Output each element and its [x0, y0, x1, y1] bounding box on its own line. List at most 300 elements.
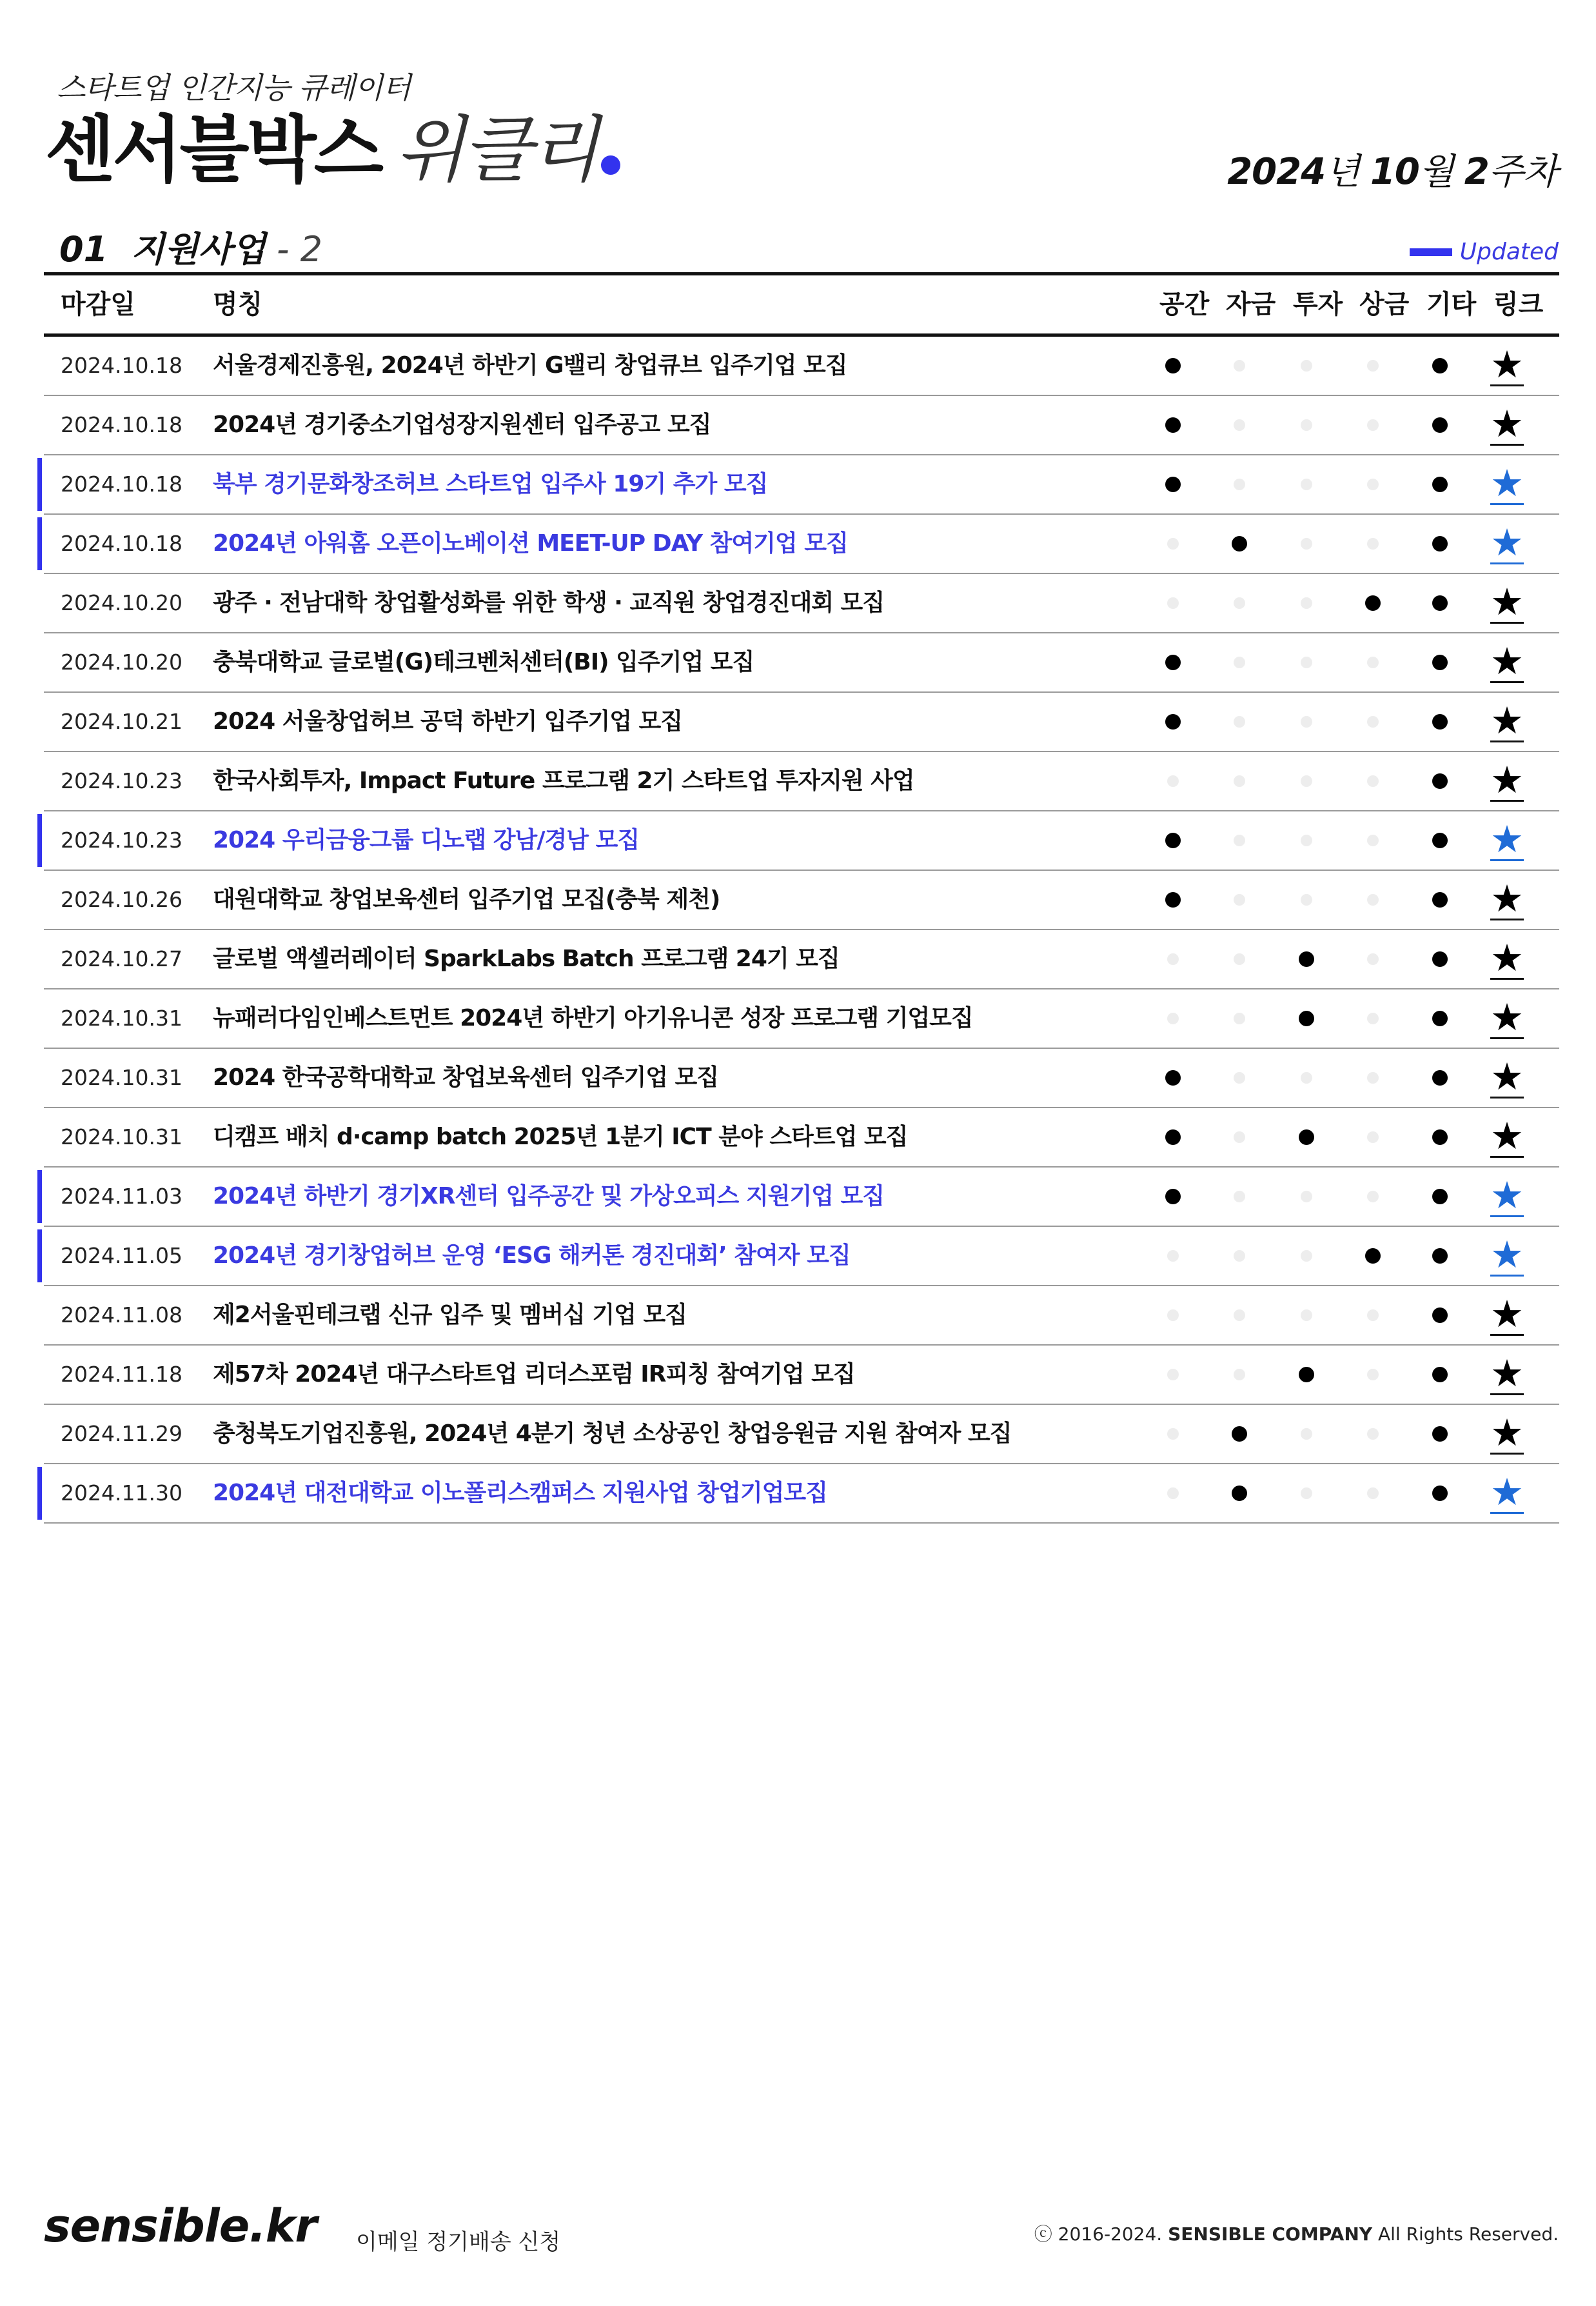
empty-dot-icon [1367, 1487, 1379, 1499]
row-other-indicator [1411, 1464, 1469, 1522]
filled-dot-icon [1432, 773, 1448, 789]
row-link-button[interactable] [1478, 455, 1536, 513]
program-table [44, 272, 1559, 1524]
issue-week-unit: 주차 [1488, 151, 1557, 193]
filled-dot-icon [1299, 1011, 1314, 1026]
table-row [44, 752, 1559, 811]
filled-dot-icon [1432, 655, 1448, 670]
row-prize-indicator [1344, 633, 1402, 691]
star-icon: ★ [1490, 876, 1524, 920]
empty-dot-icon [1367, 360, 1379, 372]
filled-dot-icon [1165, 892, 1181, 908]
row-title: 2024년 경기중소기업성장지원센터 입주공고 모집 [213, 412, 711, 438]
row-title: 충북대학교 글로벌(G)테크벤처센터(BI) 입주기업 모집 [213, 649, 754, 675]
empty-dot-icon [1234, 657, 1245, 668]
row-funding-indicator [1210, 633, 1268, 691]
brand-title [45, 108, 620, 192]
row-investment-indicator [1277, 515, 1335, 573]
row-space-indicator [1144, 1049, 1202, 1107]
filled-dot-icon [1432, 1307, 1448, 1323]
row-funding-indicator [1210, 752, 1268, 810]
row-space-indicator [1144, 1346, 1202, 1404]
empty-dot-icon [1367, 716, 1379, 728]
table-body [44, 337, 1559, 1524]
row-funding-indicator [1210, 989, 1268, 1048]
empty-dot-icon [1301, 1191, 1312, 1202]
row-title: 한국사회투자, Impact Future 프로그램 2기 스타트업 투자지원 사업 [213, 768, 914, 794]
row-link-button[interactable] [1478, 337, 1536, 395]
col-deadline: 마감일 [61, 290, 135, 319]
row-prize-indicator [1344, 337, 1402, 395]
updated-label: Updated [1459, 239, 1559, 265]
row-link-button[interactable] [1478, 1464, 1536, 1522]
row-link-button[interactable] [1478, 1108, 1536, 1166]
row-funding-indicator [1210, 1227, 1268, 1285]
row-link-button[interactable] [1478, 930, 1536, 988]
star-icon: ★ [1490, 1410, 1524, 1455]
filled-dot-icon [1432, 358, 1448, 373]
empty-dot-icon [1167, 1250, 1179, 1262]
row-space-indicator [1144, 396, 1202, 454]
empty-dot-icon [1301, 775, 1312, 787]
row-space-indicator [1144, 515, 1202, 573]
issue-month: 10 [1370, 151, 1419, 193]
filled-dot-icon [1432, 714, 1448, 730]
col-prize: 상금 [1359, 290, 1410, 319]
row-link-button[interactable] [1478, 752, 1536, 810]
section-name: 지원사업 [131, 229, 266, 270]
row-link-button[interactable] [1478, 1346, 1536, 1404]
row-prize-indicator [1344, 396, 1402, 454]
star-icon: ★ [1490, 1054, 1524, 1098]
row-link-button[interactable] [1478, 989, 1536, 1048]
row-investment-indicator [1277, 396, 1335, 454]
empty-dot-icon [1367, 479, 1379, 490]
row-prize-indicator [1344, 1286, 1402, 1344]
row-title: 충청북도기업진흥원, 2024년 4분기 청년 소상공인 창업응원금 지원 참여자 모집 [213, 1420, 1012, 1447]
table-row [44, 515, 1559, 574]
updated-bar-icon [1410, 248, 1452, 256]
empty-dot-icon [1234, 775, 1245, 787]
empty-dot-icon [1234, 597, 1245, 609]
empty-dot-icon [1301, 1428, 1312, 1440]
row-funding-indicator [1210, 1405, 1268, 1463]
row-deadline: 2024.10.21 [61, 709, 182, 734]
row-title: 광주 · 전남대학 창업활성화를 위한 학생 · 교직원 창업경진대회 모집 [213, 590, 885, 616]
row-other-indicator [1411, 871, 1469, 929]
row-investment-indicator [1277, 1464, 1335, 1522]
empty-dot-icon [1234, 716, 1245, 728]
filled-dot-icon [1432, 595, 1448, 611]
table-row [44, 1346, 1559, 1405]
col-investment: 투자 [1293, 290, 1343, 319]
filled-dot-icon [1165, 417, 1181, 433]
row-other-indicator [1411, 574, 1469, 632]
row-investment-indicator [1277, 693, 1335, 751]
row-deadline: 2024.10.31 [61, 1065, 182, 1090]
filled-dot-icon [1432, 1129, 1448, 1145]
empty-dot-icon [1234, 1072, 1245, 1084]
header-subtitle: 스타트업 인간지능 큐레이터 [57, 70, 411, 105]
empty-dot-icon [1234, 360, 1245, 372]
filled-dot-icon [1432, 1426, 1448, 1442]
row-other-indicator [1411, 811, 1469, 870]
row-other-indicator [1411, 1168, 1469, 1226]
empty-dot-icon [1301, 894, 1312, 906]
star-icon: ★ [1490, 1291, 1524, 1336]
col-funding: 자금 [1226, 290, 1276, 319]
empty-dot-icon [1301, 360, 1312, 372]
row-funding-indicator [1210, 871, 1268, 929]
row-deadline: 2024.11.08 [61, 1302, 182, 1327]
star-icon: ★ [1490, 520, 1524, 564]
filled-dot-icon [1432, 833, 1448, 848]
row-space-indicator [1144, 1227, 1202, 1285]
table-row [44, 930, 1559, 989]
empty-dot-icon [1367, 1131, 1379, 1143]
filled-dot-icon [1299, 951, 1314, 967]
star-icon: ★ [1490, 1113, 1524, 1158]
row-link-button[interactable] [1478, 633, 1536, 691]
row-space-indicator [1144, 989, 1202, 1048]
star-icon: ★ [1490, 1351, 1524, 1395]
row-title: 2024 우리금융그룹 디노랩 강남/경남 모집 [213, 827, 640, 853]
row-space-indicator [1144, 752, 1202, 810]
row-other-indicator [1411, 752, 1469, 810]
row-deadline: 2024.11.03 [61, 1184, 182, 1209]
empty-dot-icon [1301, 1072, 1312, 1084]
row-title: 북부 경기문화창조허브 스타트업 입주사 19기 추가 모집 [213, 471, 768, 497]
empty-dot-icon [1167, 1309, 1179, 1321]
filled-dot-icon [1432, 1189, 1448, 1204]
row-title: 뉴패러다임인베스트먼트 2024년 하반기 아기유니콘 성장 프로그램 기업모집 [213, 1005, 973, 1031]
row-space-indicator [1144, 574, 1202, 632]
filled-dot-icon [1432, 417, 1448, 433]
issue-date [1227, 143, 1557, 195]
row-other-indicator [1411, 515, 1469, 573]
star-icon: ★ [1490, 698, 1524, 742]
footer-logo[interactable]: sensible.kr [44, 2200, 317, 2252]
row-space-indicator [1144, 871, 1202, 929]
star-icon: ★ [1490, 401, 1524, 446]
empty-dot-icon [1367, 953, 1379, 965]
row-investment-indicator [1277, 871, 1335, 929]
filled-dot-icon [1432, 892, 1448, 908]
row-link-button[interactable] [1478, 811, 1536, 870]
row-deadline: 2024.10.26 [61, 887, 182, 912]
row-investment-indicator [1277, 930, 1335, 988]
filled-dot-icon [1432, 1070, 1448, 1086]
table-row [44, 633, 1559, 693]
row-prize-indicator [1344, 930, 1402, 988]
col-link: 링크 [1493, 290, 1544, 319]
table-row [44, 989, 1559, 1049]
empty-dot-icon [1234, 835, 1245, 846]
row-other-indicator [1411, 396, 1469, 454]
empty-dot-icon [1301, 1309, 1312, 1321]
row-other-indicator [1411, 1049, 1469, 1107]
filled-dot-icon [1432, 1011, 1448, 1026]
star-icon: ★ [1490, 935, 1524, 980]
row-funding-indicator [1210, 337, 1268, 395]
row-prize-indicator [1344, 1227, 1402, 1285]
table-row [44, 396, 1559, 455]
table-row [44, 455, 1559, 515]
row-funding-indicator [1210, 455, 1268, 513]
row-prize-indicator [1344, 574, 1402, 632]
star-icon: ★ [1490, 639, 1524, 683]
table-row [44, 574, 1559, 633]
empty-dot-icon [1234, 1309, 1245, 1321]
row-prize-indicator [1344, 752, 1402, 810]
row-title: 디캠프 배치 d·camp batch 2025년 1분기 ICT 분야 스타트업 모집 [213, 1124, 908, 1150]
filled-dot-icon [1165, 655, 1181, 670]
copyright-company: SENSIBLE COMPANY [1168, 2223, 1373, 2245]
row-deadline: 2024.11.05 [61, 1243, 182, 1268]
empty-dot-icon [1301, 597, 1312, 609]
empty-dot-icon [1367, 1013, 1379, 1024]
empty-dot-icon [1167, 538, 1179, 550]
row-deadline: 2024.10.31 [61, 1006, 182, 1031]
row-investment-indicator [1277, 1108, 1335, 1166]
row-title: 2024 한국공학대학교 창업보육센터 입주기업 모집 [213, 1064, 719, 1091]
table-row [44, 811, 1559, 871]
row-link-button[interactable] [1478, 1405, 1536, 1463]
row-deadline: 2024.10.18 [61, 472, 182, 497]
row-other-indicator [1411, 1227, 1469, 1285]
row-funding-indicator [1210, 396, 1268, 454]
filled-dot-icon [1232, 1486, 1247, 1501]
filled-dot-icon [1432, 477, 1448, 492]
empty-dot-icon [1167, 1487, 1179, 1499]
filled-dot-icon [1432, 1486, 1448, 1501]
filled-dot-icon [1432, 951, 1448, 967]
row-link-button[interactable] [1478, 693, 1536, 751]
table-row [44, 1227, 1559, 1286]
row-funding-indicator [1210, 811, 1268, 870]
issue-year: 2024 [1227, 151, 1326, 193]
empty-dot-icon [1367, 894, 1379, 906]
empty-dot-icon [1367, 835, 1379, 846]
row-link-button[interactable] [1478, 1227, 1536, 1285]
row-deadline: 2024.11.30 [61, 1480, 182, 1506]
row-funding-indicator [1210, 1168, 1268, 1226]
star-icon: ★ [1490, 342, 1524, 386]
filled-dot-icon [1365, 1248, 1381, 1264]
row-prize-indicator [1344, 1464, 1402, 1522]
issue-month-unit: 월 [1419, 151, 1454, 193]
row-link-button[interactable] [1478, 1049, 1536, 1107]
row-space-indicator [1144, 455, 1202, 513]
row-space-indicator [1144, 1168, 1202, 1226]
row-investment-indicator [1277, 811, 1335, 870]
row-space-indicator [1144, 1286, 1202, 1344]
row-investment-indicator [1277, 1346, 1335, 1404]
row-title: 제57차 2024년 대구스타트업 리더스포럼 IR피칭 참여기업 모집 [213, 1361, 855, 1387]
section-number: 01 [59, 229, 108, 270]
row-funding-indicator [1210, 1286, 1268, 1344]
empty-dot-icon [1167, 1013, 1179, 1024]
row-funding-indicator [1210, 1108, 1268, 1166]
row-deadline: 2024.10.18 [61, 412, 182, 437]
empty-dot-icon [1367, 1428, 1379, 1440]
row-other-indicator [1411, 930, 1469, 988]
row-funding-indicator [1210, 1464, 1268, 1522]
filled-dot-icon [1165, 1189, 1181, 1204]
row-funding-indicator [1210, 930, 1268, 988]
star-icon: ★ [1490, 1469, 1524, 1514]
empty-dot-icon [1367, 657, 1379, 668]
row-link-button[interactable] [1478, 871, 1536, 929]
row-investment-indicator [1277, 1286, 1335, 1344]
table-row [44, 1405, 1559, 1464]
row-title: 대원대학교 창업보육센터 입주기업 모집(충북 제천) [213, 886, 720, 913]
row-other-indicator [1411, 693, 1469, 751]
filled-dot-icon [1165, 1129, 1181, 1145]
row-deadline: 2024.10.20 [61, 590, 182, 615]
empty-dot-icon [1367, 1072, 1379, 1084]
row-prize-indicator [1344, 1049, 1402, 1107]
row-space-indicator [1144, 337, 1202, 395]
row-link-button[interactable] [1478, 1168, 1536, 1226]
row-deadline: 2024.10.20 [61, 650, 182, 675]
row-space-indicator [1144, 1405, 1202, 1463]
col-name: 명칭 [213, 290, 263, 319]
filled-dot-icon [1165, 477, 1181, 492]
row-prize-indicator [1344, 455, 1402, 513]
row-deadline: 2024.10.27 [61, 946, 182, 971]
copyright [1034, 2220, 1559, 2246]
row-other-indicator [1411, 1286, 1469, 1344]
copyright-rights: All Rights Reserved. [1377, 2223, 1559, 2245]
filled-dot-icon [1165, 358, 1181, 373]
filled-dot-icon [1232, 1426, 1247, 1442]
row-link-button[interactable] [1478, 574, 1536, 632]
empty-dot-icon [1367, 1369, 1379, 1380]
empty-dot-icon [1367, 775, 1379, 787]
row-investment-indicator [1277, 1168, 1335, 1226]
subscribe-link[interactable]: 이메일 정기배송 신청 [356, 2229, 561, 2255]
copyright-years: ⓒ 2016-2024. [1034, 2223, 1163, 2245]
filled-dot-icon [1165, 1070, 1181, 1086]
star-icon: ★ [1490, 995, 1524, 1039]
row-title: 2024년 아워홈 오픈이노베이션 MEET-UP DAY 참여기업 모집 [213, 530, 848, 557]
row-deadline: 2024.10.18 [61, 531, 182, 556]
table-row [44, 1464, 1559, 1524]
empty-dot-icon [1367, 538, 1379, 550]
row-prize-indicator [1344, 811, 1402, 870]
row-title: 글로벌 액셀러레이터 SparkLabs Batch 프로그램 24기 모집 [213, 946, 840, 972]
brand-dot-icon [601, 155, 620, 175]
row-other-indicator [1411, 455, 1469, 513]
filled-dot-icon [1432, 1248, 1448, 1264]
row-deadline: 2024.11.18 [61, 1362, 182, 1387]
empty-dot-icon [1234, 894, 1245, 906]
row-investment-indicator [1277, 1049, 1335, 1107]
row-prize-indicator [1344, 989, 1402, 1048]
row-funding-indicator [1210, 515, 1268, 573]
empty-dot-icon [1301, 1487, 1312, 1499]
row-deadline: 2024.10.23 [61, 828, 182, 853]
row-title: 서울경제진흥원, 2024년 하반기 G밸리 창업큐브 입주기업 모집 [213, 352, 847, 379]
row-investment-indicator [1277, 574, 1335, 632]
row-deadline: 2024.10.31 [61, 1124, 182, 1149]
empty-dot-icon [1301, 716, 1312, 728]
issue-week: 2 [1464, 151, 1489, 193]
row-title: 제2서울핀테크랩 신규 입주 및 멤버십 기업 모집 [213, 1302, 687, 1328]
table-row [44, 1286, 1559, 1346]
filled-dot-icon [1232, 536, 1247, 552]
row-investment-indicator [1277, 455, 1335, 513]
row-other-indicator [1411, 633, 1469, 691]
filled-dot-icon [1165, 714, 1181, 730]
row-prize-indicator [1344, 693, 1402, 751]
row-deadline: 2024.10.18 [61, 353, 182, 378]
row-funding-indicator [1210, 1346, 1268, 1404]
filled-dot-icon [1299, 1367, 1314, 1382]
table-row [44, 1049, 1559, 1108]
row-title: 2024년 대전대학교 이노폴리스캠퍼스 지원사업 창업기업모집 [213, 1480, 827, 1506]
empty-dot-icon [1367, 419, 1379, 431]
row-investment-indicator [1277, 1227, 1335, 1285]
empty-dot-icon [1301, 1250, 1312, 1262]
brand-weekly: 위클리 [395, 108, 597, 192]
filled-dot-icon [1365, 595, 1381, 611]
empty-dot-icon [1367, 1191, 1379, 1202]
star-icon: ★ [1490, 757, 1524, 802]
row-prize-indicator [1344, 1405, 1402, 1463]
row-funding-indicator [1210, 1049, 1268, 1107]
empty-dot-icon [1167, 953, 1179, 965]
updated-legend [1410, 239, 1559, 265]
row-investment-indicator [1277, 752, 1335, 810]
row-prize-indicator [1344, 515, 1402, 573]
row-link-button[interactable] [1478, 515, 1536, 573]
star-icon: ★ [1490, 1173, 1524, 1217]
row-link-button[interactable] [1478, 1286, 1536, 1344]
empty-dot-icon [1167, 1428, 1179, 1440]
col-space: 공간 [1159, 290, 1210, 319]
filled-dot-icon [1432, 1367, 1448, 1382]
filled-dot-icon [1165, 833, 1181, 848]
table-row [44, 1108, 1559, 1168]
empty-dot-icon [1234, 1013, 1245, 1024]
star-icon: ★ [1490, 461, 1524, 505]
row-deadline: 2024.11.29 [61, 1421, 182, 1446]
row-space-indicator [1144, 811, 1202, 870]
filled-dot-icon [1299, 1129, 1314, 1145]
star-icon: ★ [1490, 579, 1524, 624]
star-icon: ★ [1490, 1232, 1524, 1277]
empty-dot-icon [1234, 419, 1245, 431]
row-title: 2024 서울창업허브 공덕 하반기 입주기업 모집 [213, 708, 683, 735]
row-investment-indicator [1277, 1405, 1335, 1463]
row-investment-indicator [1277, 337, 1335, 395]
row-funding-indicator [1210, 693, 1268, 751]
row-prize-indicator [1344, 1108, 1402, 1166]
row-space-indicator [1144, 693, 1202, 751]
issue-year-unit: 년 [1325, 151, 1360, 193]
section-title [59, 222, 322, 272]
row-prize-indicator [1344, 871, 1402, 929]
empty-dot-icon [1234, 953, 1245, 965]
empty-dot-icon [1234, 1191, 1245, 1202]
row-link-button[interactable] [1478, 396, 1536, 454]
row-other-indicator [1411, 989, 1469, 1048]
section-suffix: - 2 [276, 229, 322, 270]
table-row [44, 1168, 1559, 1227]
empty-dot-icon [1301, 657, 1312, 668]
